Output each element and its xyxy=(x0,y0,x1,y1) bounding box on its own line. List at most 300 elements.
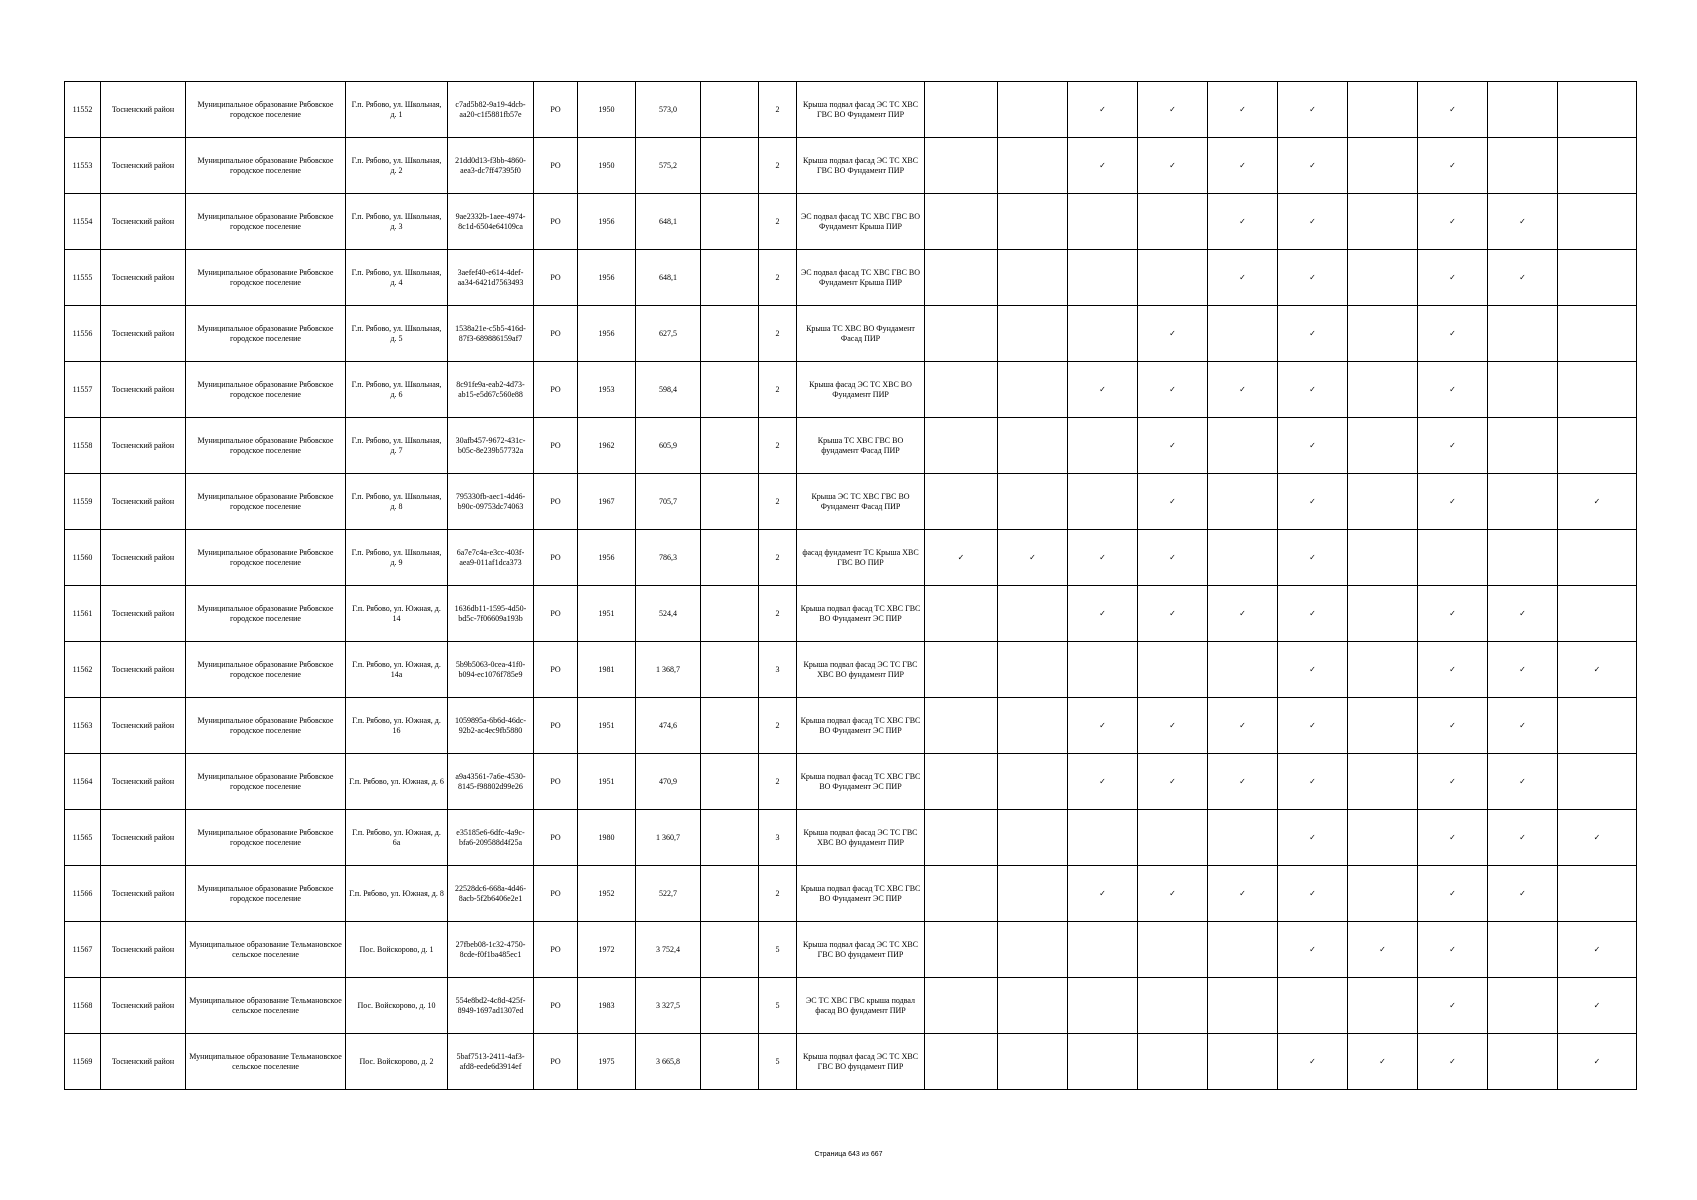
floors-cell: 2 xyxy=(759,866,797,922)
row-number: 11553 xyxy=(65,138,101,194)
area-cell: 3 752,4 xyxy=(636,922,701,978)
address-cell: Г.п. Рябово, ул. Южная, д. 16 xyxy=(346,698,448,754)
works-cell: Крыша подвал фасад ЭС ТС ГВС ХВС ВО фундамент ПИР xyxy=(797,810,925,866)
fund-form-cell: РО xyxy=(534,866,578,922)
area-cell: 605,9 xyxy=(636,418,701,474)
empty-check-cell xyxy=(925,754,998,810)
year-cell: 1956 xyxy=(578,250,636,306)
empty-check-cell xyxy=(998,978,1068,1034)
year-cell: 1972 xyxy=(578,922,636,978)
empty-check-cell xyxy=(925,1034,998,1090)
empty-check-cell xyxy=(1138,978,1208,1034)
row-number: 11566 xyxy=(65,866,101,922)
works-cell: Крыша фасад ЭС ТС ХВС ВО Фундамент ПИР xyxy=(797,362,925,418)
fund-form-cell: РО xyxy=(534,754,578,810)
checkmark-icon: ✓ xyxy=(1138,306,1208,362)
address-cell: Г.п. Рябово, ул. Школьная, д. 2 xyxy=(346,138,448,194)
empty-check-cell xyxy=(1348,474,1418,530)
empty-check-cell xyxy=(1488,418,1558,474)
checkmark-icon: ✓ xyxy=(1418,194,1488,250)
empty-check-cell xyxy=(1488,978,1558,1034)
empty-check-cell xyxy=(925,474,998,530)
checkmark-icon: ✓ xyxy=(1278,922,1348,978)
fund-form-cell: РО xyxy=(534,362,578,418)
fund-form-cell: РО xyxy=(534,138,578,194)
floors-cell: 2 xyxy=(759,418,797,474)
address-cell: Г.п. Рябово, ул. Южная, д. 6а xyxy=(346,810,448,866)
empty-cell xyxy=(701,362,759,418)
empty-check-cell xyxy=(925,586,998,642)
year-cell: 1951 xyxy=(578,754,636,810)
municipality-cell: Муниципальное образование Рябовское городское поселение xyxy=(186,810,346,866)
checkmark-icon: ✓ xyxy=(1278,866,1348,922)
checkmark-icon: ✓ xyxy=(1068,866,1138,922)
checkmark-icon: ✓ xyxy=(1488,810,1558,866)
empty-check-cell xyxy=(998,586,1068,642)
fund-form-cell: РО xyxy=(534,922,578,978)
checkmark-icon: ✓ xyxy=(1208,866,1278,922)
area-cell: 522,7 xyxy=(636,866,701,922)
row-number: 11552 xyxy=(65,82,101,138)
fund-form-cell: РО xyxy=(534,530,578,586)
empty-check-cell xyxy=(1488,922,1558,978)
empty-check-cell xyxy=(1208,922,1278,978)
checkmark-icon: ✓ xyxy=(1278,474,1348,530)
area-cell: 786,3 xyxy=(636,530,701,586)
guid-cell: 22528dc6-668a-4d46-8acb-5f2b6406e2e1 xyxy=(448,866,534,922)
guid-cell: 5b9b5063-0cea-41f0-b094-ec1076f785e9 xyxy=(448,642,534,698)
municipality-cell: Муниципальное образование Рябовское городское поселение xyxy=(186,138,346,194)
empty-check-cell xyxy=(1348,82,1418,138)
floors-cell: 2 xyxy=(759,362,797,418)
floors-cell: 2 xyxy=(759,530,797,586)
empty-check-cell xyxy=(998,194,1068,250)
checkmark-icon: ✓ xyxy=(1208,362,1278,418)
empty-check-cell xyxy=(925,922,998,978)
empty-check-cell xyxy=(1558,138,1637,194)
checkmark-icon: ✓ xyxy=(1068,362,1138,418)
floors-cell: 2 xyxy=(759,194,797,250)
year-cell: 1950 xyxy=(578,138,636,194)
empty-check-cell xyxy=(925,362,998,418)
empty-check-cell xyxy=(1488,306,1558,362)
fund-form-cell: РО xyxy=(534,698,578,754)
checkmark-icon: ✓ xyxy=(1348,922,1418,978)
row-number: 11561 xyxy=(65,586,101,642)
works-cell: Крыша подвал фасад ТС ХВС ГВС ВО Фундамент ЭС ПИР xyxy=(797,866,925,922)
works-cell: Крыша подвал фасад ЭС ТС ХВС ГВС ВО фундамент ПИР xyxy=(797,922,925,978)
table-row xyxy=(65,642,1637,698)
address-cell: Г.п. Рябово, ул. Школьная, д. 8 xyxy=(346,474,448,530)
empty-check-cell xyxy=(1348,642,1418,698)
empty-check-cell xyxy=(1488,82,1558,138)
empty-cell xyxy=(701,866,759,922)
fund-form-cell: РО xyxy=(534,250,578,306)
works-cell: Крыша подвал фасад ЭС ТС ХВС ГВС ВО Фундамент ПИР xyxy=(797,82,925,138)
district-cell: Тосненский район xyxy=(101,530,186,586)
guid-cell: 8c91fe9a-eab2-4d73-ab15-e5d67c560e88 xyxy=(448,362,534,418)
empty-cell xyxy=(701,1034,759,1090)
municipality-cell: Муниципальное образование Тельмановское сельское поселение xyxy=(186,922,346,978)
checkmark-icon: ✓ xyxy=(925,530,998,586)
fund-form-cell: РО xyxy=(534,82,578,138)
guid-cell: c7ad5b82-9a19-4dcb-aa20-c1f5881fb57e xyxy=(448,82,534,138)
empty-check-cell xyxy=(1348,306,1418,362)
guid-cell: a9a43561-7a6e-4530-8145-f98802d99e26 xyxy=(448,754,534,810)
checkmark-icon: ✓ xyxy=(1278,530,1348,586)
checkmark-icon: ✓ xyxy=(1488,866,1558,922)
address-cell: Г.п. Рябово, ул. Южная, д. 6 xyxy=(346,754,448,810)
checkmark-icon: ✓ xyxy=(1278,1034,1348,1090)
works-cell: Крыша ТС ХВС ГВС ВО фундамент Фасад ПИР xyxy=(797,418,925,474)
municipality-cell: Муниципальное образование Рябовское городское поселение xyxy=(186,866,346,922)
district-cell: Тосненский район xyxy=(101,586,186,642)
district-cell: Тосненский район xyxy=(101,138,186,194)
checkmark-icon: ✓ xyxy=(1418,698,1488,754)
municipality-cell: Муниципальное образование Рябовское городское поселение xyxy=(186,642,346,698)
guid-cell: 21dd0d13-f3bb-4860-aea3-dc7ff47395f0 xyxy=(448,138,534,194)
checkmark-icon: ✓ xyxy=(1068,754,1138,810)
table-body xyxy=(65,82,1637,1090)
works-cell: фасад фундамент ТС Крыша ХВС ГВС ВО ПИР xyxy=(797,530,925,586)
empty-check-cell xyxy=(1348,810,1418,866)
district-cell: Тосненский район xyxy=(101,810,186,866)
empty-check-cell xyxy=(1278,978,1348,1034)
fund-form-cell: РО xyxy=(534,978,578,1034)
municipality-cell: Муниципальное образование Рябовское городское поселение xyxy=(186,586,346,642)
empty-check-cell xyxy=(998,418,1068,474)
checkmark-icon: ✓ xyxy=(1138,474,1208,530)
checkmark-icon: ✓ xyxy=(998,530,1068,586)
floors-cell: 2 xyxy=(759,306,797,362)
year-cell: 1956 xyxy=(578,306,636,362)
row-number: 11562 xyxy=(65,642,101,698)
empty-check-cell xyxy=(1138,642,1208,698)
empty-check-cell xyxy=(1208,530,1278,586)
table-row xyxy=(65,250,1637,306)
address-cell: Г.п. Рябово, ул. Южная, д. 14а xyxy=(346,642,448,698)
empty-cell xyxy=(701,306,759,362)
works-cell: ЭС подвал фасад ТС ХВС ГВС ВО Фундамент Крыша ПИР xyxy=(797,194,925,250)
row-number: 11568 xyxy=(65,978,101,1034)
works-cell: Крыша ТС ХВС ВО Фундамент Фасад ПИР xyxy=(797,306,925,362)
fund-form-cell: РО xyxy=(534,194,578,250)
empty-check-cell xyxy=(925,642,998,698)
checkmark-icon: ✓ xyxy=(1418,250,1488,306)
empty-check-cell xyxy=(925,82,998,138)
empty-check-cell xyxy=(998,82,1068,138)
empty-check-cell xyxy=(1348,418,1418,474)
district-cell: Тосненский район xyxy=(101,362,186,418)
empty-cell xyxy=(701,138,759,194)
checkmark-icon: ✓ xyxy=(1208,194,1278,250)
district-cell: Тосненский район xyxy=(101,978,186,1034)
empty-check-cell xyxy=(1558,754,1637,810)
empty-check-cell xyxy=(998,754,1068,810)
district-cell: Тосненский район xyxy=(101,866,186,922)
table-row xyxy=(65,194,1637,250)
guid-cell: e35185e6-6dfc-4a9c-bfa6-209588d4f25a xyxy=(448,810,534,866)
empty-check-cell xyxy=(1348,194,1418,250)
empty-check-cell xyxy=(998,866,1068,922)
checkmark-icon: ✓ xyxy=(1418,1034,1488,1090)
address-cell: Г.п. Рябово, ул. Школьная, д. 5 xyxy=(346,306,448,362)
checkmark-icon: ✓ xyxy=(1418,586,1488,642)
municipality-cell: Муниципальное образование Тельмановское сельское поселение xyxy=(186,1034,346,1090)
table-row xyxy=(65,530,1637,586)
checkmark-icon: ✓ xyxy=(1208,138,1278,194)
area-cell: 648,1 xyxy=(636,250,701,306)
table-row xyxy=(65,586,1637,642)
checkmark-icon: ✓ xyxy=(1278,418,1348,474)
area-cell: 470,9 xyxy=(636,754,701,810)
checkmark-icon: ✓ xyxy=(1418,754,1488,810)
address-cell: Г.п. Рябово, ул. Школьная, д. 9 xyxy=(346,530,448,586)
checkmark-icon: ✓ xyxy=(1068,586,1138,642)
municipality-cell: Муниципальное образование Рябовское городское поселение xyxy=(186,82,346,138)
checkmark-icon: ✓ xyxy=(1138,866,1208,922)
guid-cell: 795330fb-aec1-4d46-b90c-09753dc74063 xyxy=(448,474,534,530)
address-cell: Пос. Войскорово, д. 2 xyxy=(346,1034,448,1090)
empty-check-cell xyxy=(1558,418,1637,474)
checkmark-icon: ✓ xyxy=(1418,418,1488,474)
floors-cell: 2 xyxy=(759,754,797,810)
checkmark-icon: ✓ xyxy=(1208,586,1278,642)
empty-check-cell xyxy=(998,922,1068,978)
area-cell: 573,0 xyxy=(636,82,701,138)
checkmark-icon: ✓ xyxy=(1278,306,1348,362)
works-cell: Крыша подвал фасад ТС ХВС ГВС ВО Фундамент ЭС ПИР xyxy=(797,698,925,754)
municipality-cell: Муниципальное образование Рябовское городское поселение xyxy=(186,194,346,250)
checkmark-icon: ✓ xyxy=(1068,698,1138,754)
checkmark-icon: ✓ xyxy=(1418,474,1488,530)
area-cell: 3 327,5 xyxy=(636,978,701,1034)
address-cell: Г.п. Рябово, ул. Южная, д. 14 xyxy=(346,586,448,642)
year-cell: 1956 xyxy=(578,530,636,586)
row-number: 11560 xyxy=(65,530,101,586)
empty-check-cell xyxy=(1208,978,1278,1034)
guid-cell: 554e8bd2-4c8d-425f-8949-1697ad1307ed xyxy=(448,978,534,1034)
row-number: 11565 xyxy=(65,810,101,866)
district-cell: Тосненский район xyxy=(101,698,186,754)
municipality-cell: Муниципальное образование Тельмановское сельское поселение xyxy=(186,978,346,1034)
table-row xyxy=(65,306,1637,362)
floors-cell: 5 xyxy=(759,1034,797,1090)
empty-check-cell xyxy=(925,978,998,1034)
guid-cell: 1059895a-6b6d-46dc-92b2-ac4ec9fb5880 xyxy=(448,698,534,754)
empty-check-cell xyxy=(1068,810,1138,866)
checkmark-icon: ✓ xyxy=(1068,138,1138,194)
floors-cell: 2 xyxy=(759,138,797,194)
empty-check-cell xyxy=(1138,810,1208,866)
table-row xyxy=(65,474,1637,530)
year-cell: 1967 xyxy=(578,474,636,530)
empty-check-cell xyxy=(925,698,998,754)
empty-cell xyxy=(701,418,759,474)
housing-register-table xyxy=(64,81,1637,1090)
empty-cell xyxy=(701,922,759,978)
checkmark-icon: ✓ xyxy=(1208,82,1278,138)
empty-check-cell xyxy=(1558,306,1637,362)
table-row xyxy=(65,978,1637,1034)
checkmark-icon: ✓ xyxy=(1558,1034,1637,1090)
checkmark-icon: ✓ xyxy=(1278,82,1348,138)
empty-cell xyxy=(701,698,759,754)
fund-form-cell: РО xyxy=(534,810,578,866)
row-number: 11556 xyxy=(65,306,101,362)
fund-form-cell: РО xyxy=(534,586,578,642)
municipality-cell: Муниципальное образование Рябовское городское поселение xyxy=(186,754,346,810)
area-cell: 524,4 xyxy=(636,586,701,642)
table-row xyxy=(65,362,1637,418)
floors-cell: 2 xyxy=(759,250,797,306)
empty-check-cell xyxy=(1138,1034,1208,1090)
checkmark-icon: ✓ xyxy=(1418,866,1488,922)
area-cell: 598,4 xyxy=(636,362,701,418)
checkmark-icon: ✓ xyxy=(1488,194,1558,250)
guid-cell: 6a7e7c4a-e3cc-403f-aea9-011af1dca373 xyxy=(448,530,534,586)
guid-cell: 9ae2332b-1aee-4974-8c1d-6504e64109ca xyxy=(448,194,534,250)
checkmark-icon: ✓ xyxy=(1068,530,1138,586)
empty-check-cell xyxy=(1348,698,1418,754)
municipality-cell: Муниципальное образование Рябовское городское поселение xyxy=(186,418,346,474)
empty-check-cell xyxy=(1068,1034,1138,1090)
empty-check-cell xyxy=(1488,530,1558,586)
empty-check-cell xyxy=(1348,754,1418,810)
empty-check-cell xyxy=(998,138,1068,194)
year-cell: 1951 xyxy=(578,586,636,642)
district-cell: Тосненский район xyxy=(101,474,186,530)
empty-check-cell xyxy=(1208,642,1278,698)
works-cell: ЭС подвал фасад ТС ХВС ГВС ВО Фундамент Крыша ПИР xyxy=(797,250,925,306)
guid-cell: 5baf7513-2411-4af3-afd8-eede6d3914ef xyxy=(448,1034,534,1090)
year-cell: 1952 xyxy=(578,866,636,922)
area-cell: 1 360,7 xyxy=(636,810,701,866)
table-row xyxy=(65,82,1637,138)
year-cell: 1962 xyxy=(578,418,636,474)
empty-cell xyxy=(701,250,759,306)
table-row xyxy=(65,922,1637,978)
empty-check-cell xyxy=(1488,474,1558,530)
address-cell: Г.п. Рябово, ул. Школьная, д. 4 xyxy=(346,250,448,306)
empty-check-cell xyxy=(1418,530,1488,586)
floors-cell: 5 xyxy=(759,922,797,978)
checkmark-icon: ✓ xyxy=(1488,754,1558,810)
checkmark-icon: ✓ xyxy=(1138,138,1208,194)
table-row xyxy=(65,138,1637,194)
empty-check-cell xyxy=(1558,866,1637,922)
fund-form-cell: РО xyxy=(534,418,578,474)
empty-check-cell xyxy=(998,306,1068,362)
empty-check-cell xyxy=(925,866,998,922)
district-cell: Тосненский район xyxy=(101,642,186,698)
empty-cell xyxy=(701,82,759,138)
empty-check-cell xyxy=(998,698,1068,754)
empty-check-cell xyxy=(998,1034,1068,1090)
empty-cell xyxy=(701,194,759,250)
guid-cell: 1538a21e-c5b5-416d-87f3-689886159af7 xyxy=(448,306,534,362)
municipality-cell: Муниципальное образование Рябовское городское поселение xyxy=(186,474,346,530)
empty-check-cell xyxy=(1488,1034,1558,1090)
checkmark-icon: ✓ xyxy=(1208,754,1278,810)
empty-check-cell xyxy=(1348,586,1418,642)
area-cell: 627,5 xyxy=(636,306,701,362)
table-row xyxy=(65,418,1637,474)
year-cell: 1981 xyxy=(578,642,636,698)
empty-check-cell xyxy=(998,474,1068,530)
guid-cell: 27fbeb08-1c32-4750-8cde-f0f1ba485ec1 xyxy=(448,922,534,978)
empty-cell xyxy=(701,642,759,698)
municipality-cell: Муниципальное образование Рябовское городское поселение xyxy=(186,362,346,418)
floors-cell: 3 xyxy=(759,810,797,866)
district-cell: Тосненский район xyxy=(101,82,186,138)
year-cell: 1983 xyxy=(578,978,636,1034)
empty-check-cell xyxy=(1348,138,1418,194)
checkmark-icon: ✓ xyxy=(1278,642,1348,698)
checkmark-icon: ✓ xyxy=(1138,698,1208,754)
empty-check-cell xyxy=(1348,530,1418,586)
fund-form-cell: РО xyxy=(534,474,578,530)
works-cell: Крыша подвал фасад ЭС ТС ХВС ГВС ВО фундамент ПИР xyxy=(797,1034,925,1090)
checkmark-icon: ✓ xyxy=(1278,250,1348,306)
year-cell: 1953 xyxy=(578,362,636,418)
floors-cell: 2 xyxy=(759,474,797,530)
works-cell: Крыша подвал фасад ЭС ТС ХВС ГВС ВО Фундамент ПИР xyxy=(797,138,925,194)
district-cell: Тосненский район xyxy=(101,306,186,362)
checkmark-icon: ✓ xyxy=(1558,474,1637,530)
row-number: 11558 xyxy=(65,418,101,474)
empty-check-cell xyxy=(998,642,1068,698)
empty-check-cell xyxy=(1208,306,1278,362)
empty-check-cell xyxy=(1558,586,1637,642)
row-number: 11569 xyxy=(65,1034,101,1090)
address-cell: Г.п. Рябово, ул. Школьная, д. 1 xyxy=(346,82,448,138)
table-row xyxy=(65,810,1637,866)
address-cell: Г.п. Рябово, ул. Школьная, д. 6 xyxy=(346,362,448,418)
fund-form-cell: РО xyxy=(534,306,578,362)
table-row xyxy=(65,698,1637,754)
municipality-cell: Муниципальное образование Рябовское городское поселение xyxy=(186,306,346,362)
floors-cell: 2 xyxy=(759,586,797,642)
checkmark-icon: ✓ xyxy=(1138,754,1208,810)
checkmark-icon: ✓ xyxy=(1138,418,1208,474)
empty-check-cell xyxy=(1208,810,1278,866)
address-cell: Г.п. Рябово, ул. Южная, д. 8 xyxy=(346,866,448,922)
district-cell: Тосненский район xyxy=(101,194,186,250)
empty-cell xyxy=(701,474,759,530)
checkmark-icon: ✓ xyxy=(1138,586,1208,642)
address-cell: Г.п. Рябово, ул. Школьная, д. 7 xyxy=(346,418,448,474)
empty-check-cell xyxy=(1208,1034,1278,1090)
checkmark-icon: ✓ xyxy=(1488,698,1558,754)
floors-cell: 5 xyxy=(759,978,797,1034)
checkmark-icon: ✓ xyxy=(1418,82,1488,138)
empty-check-cell xyxy=(1348,978,1418,1034)
works-cell: Крыша подвал фасад ЭС ТС ГВС ХВС ВО фундамент ПИР xyxy=(797,642,925,698)
empty-check-cell xyxy=(1068,978,1138,1034)
checkmark-icon: ✓ xyxy=(1488,642,1558,698)
table-row xyxy=(65,754,1637,810)
address-cell: Г.п. Рябово, ул. Школьная, д. 3 xyxy=(346,194,448,250)
empty-check-cell xyxy=(1138,194,1208,250)
page-number: Страница 643 из 667 xyxy=(814,1151,883,1158)
empty-check-cell xyxy=(998,810,1068,866)
floors-cell: 2 xyxy=(759,698,797,754)
checkmark-icon: ✓ xyxy=(1418,306,1488,362)
checkmark-icon: ✓ xyxy=(1418,810,1488,866)
empty-check-cell xyxy=(1068,250,1138,306)
checkmark-icon: ✓ xyxy=(1558,922,1637,978)
